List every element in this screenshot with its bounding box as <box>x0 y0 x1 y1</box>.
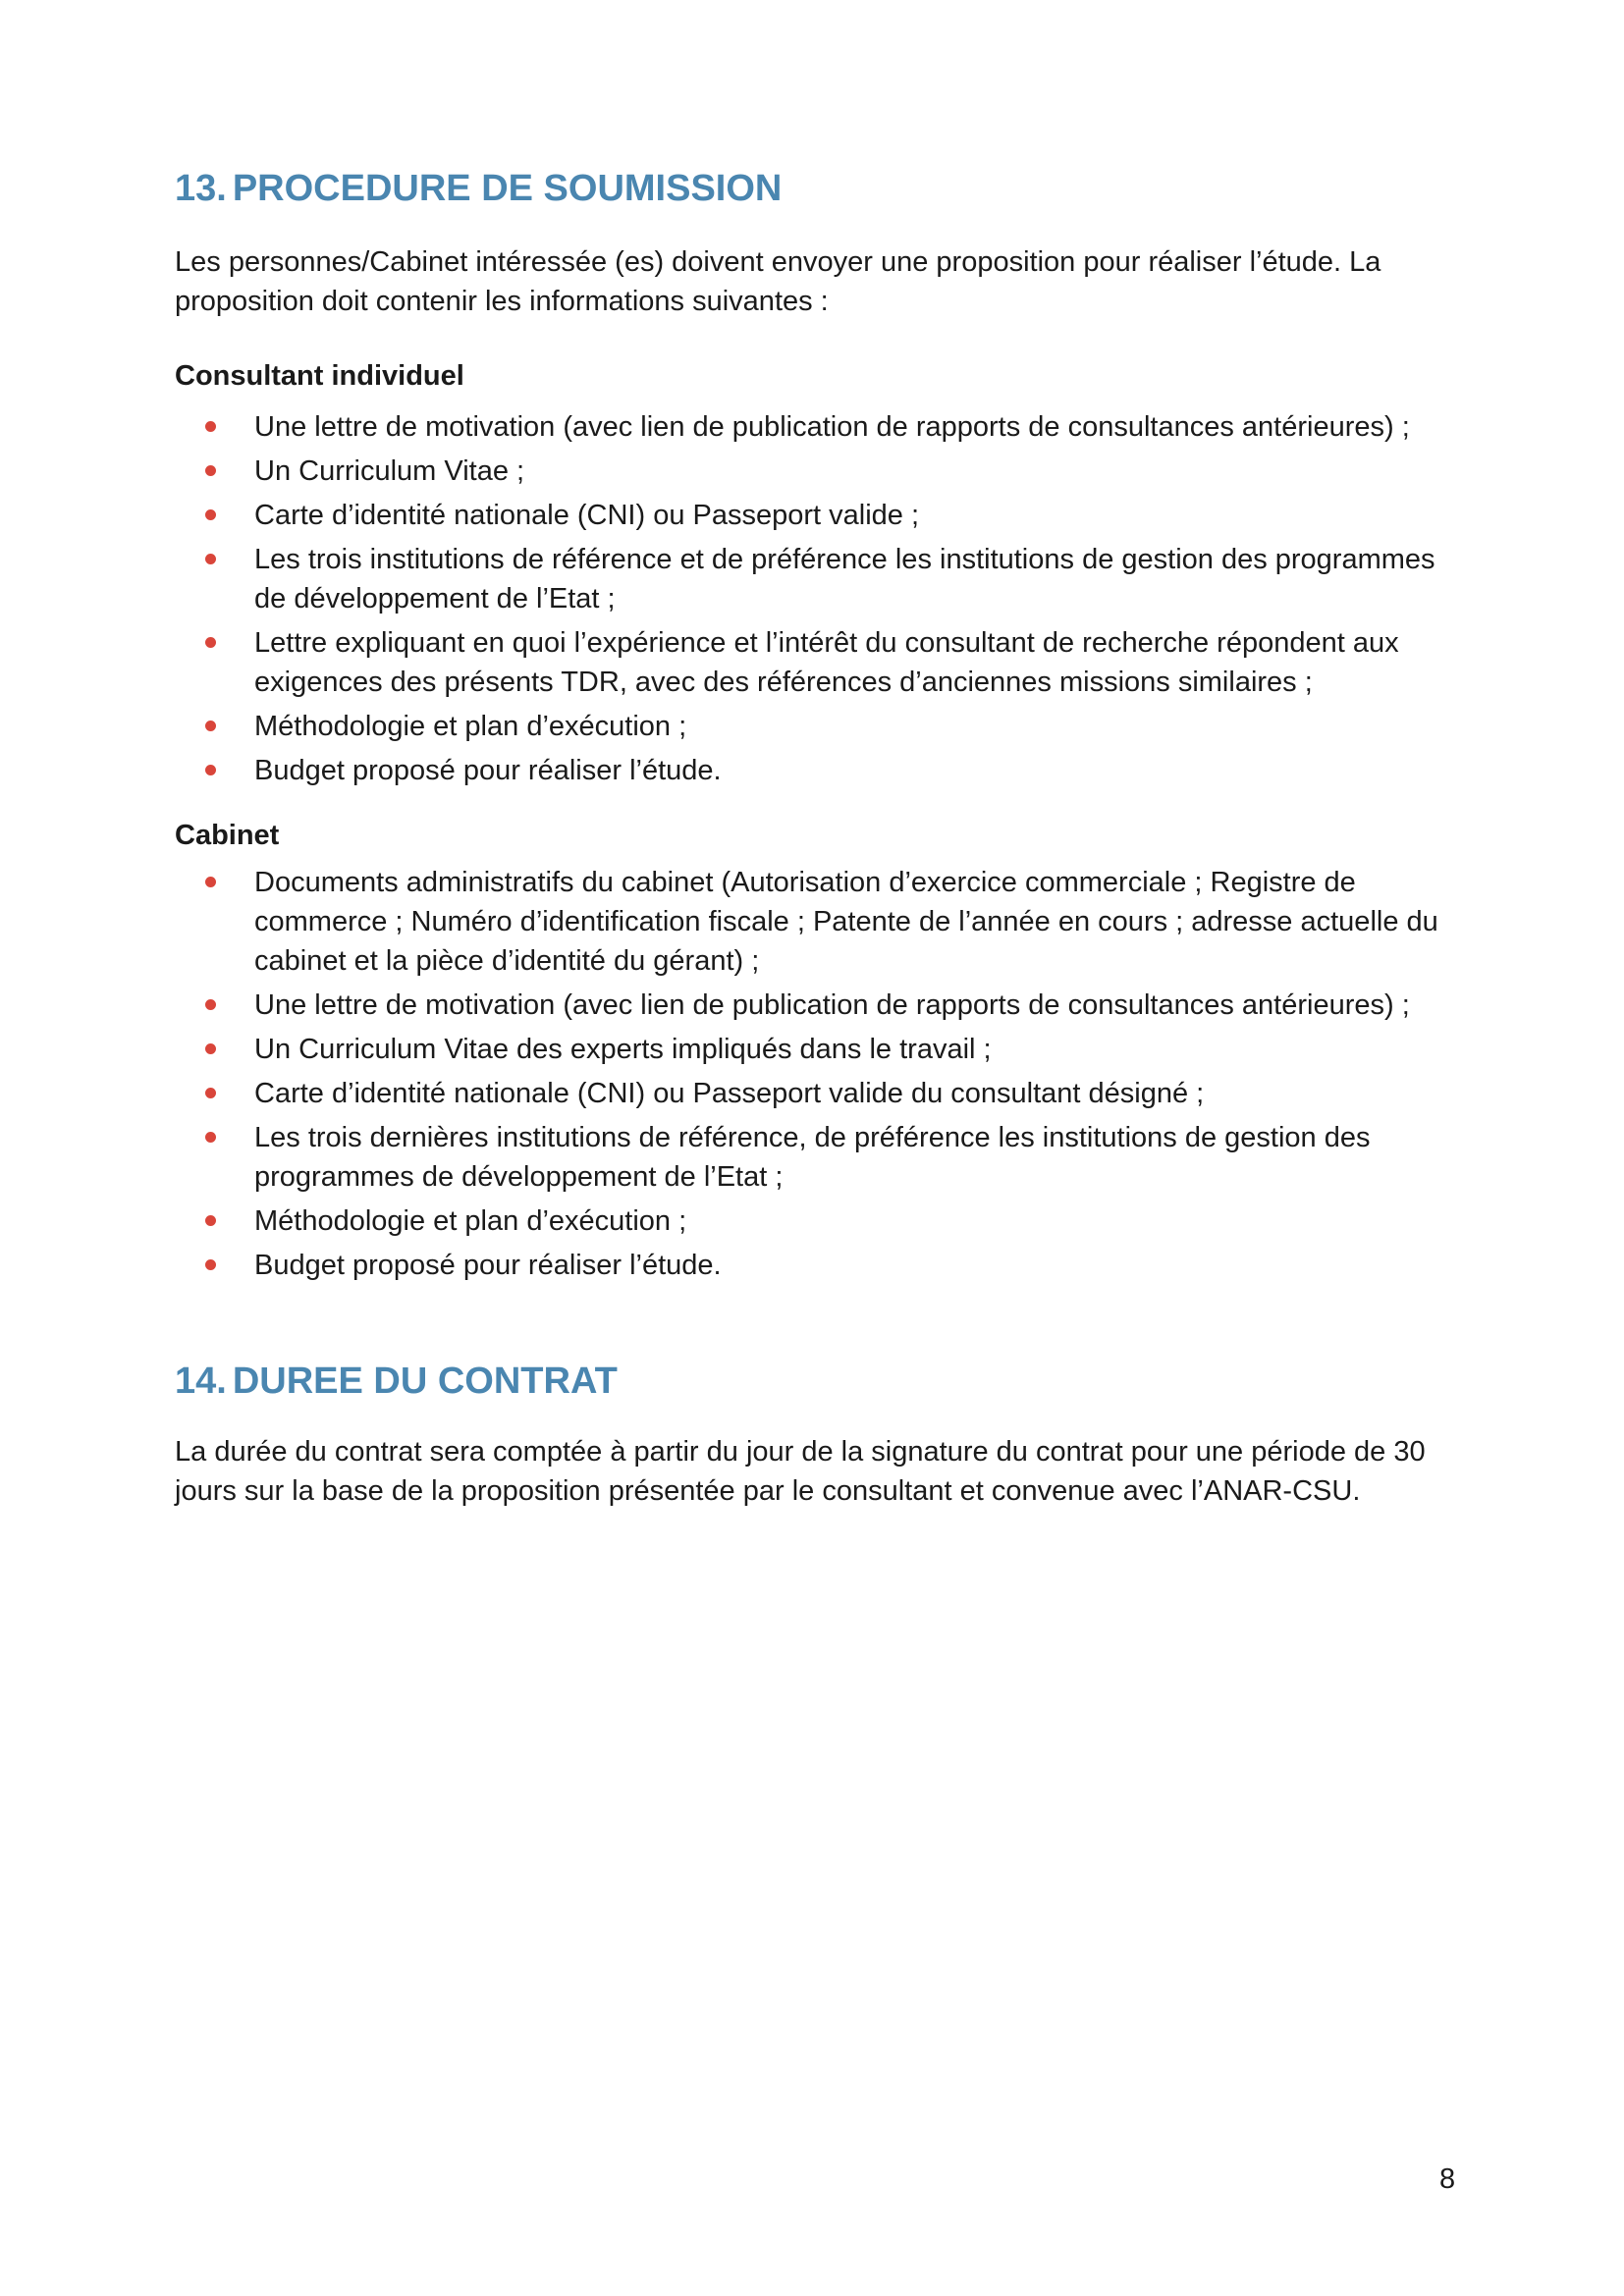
consultant-individuel-heading: Consultant individuel <box>175 360 464 392</box>
section-13-title: PROCEDURE DE SOUMISSION <box>232 168 783 209</box>
list-item: Un Curriculum Vitae des experts impliqués dans le travail ; <box>175 1030 1461 1069</box>
page-content <box>175 167 1461 1511</box>
bullet-icon <box>205 509 216 520</box>
bullet-icon <box>205 637 216 648</box>
bullet-icon <box>205 1215 216 1226</box>
list-item: Une lettre de motivation (avec lien de publication de rapports de consultances antérieures) ; <box>175 986 1461 1025</box>
section-13-number: 13. <box>175 168 227 209</box>
bullet-icon <box>205 765 216 775</box>
bullet-icon <box>205 465 216 476</box>
page-number: 8 <box>1439 2163 1456 2195</box>
bullet-icon <box>205 554 216 564</box>
bullet-icon <box>205 877 216 887</box>
list-item: Carte d’identité nationale (CNI) ou Passeport valide ; <box>175 496 1461 535</box>
list-item: Les trois dernières institutions de référence, de préférence les institutions de gestion des programmes de développement de l’Etat ; <box>175 1118 1461 1197</box>
list-item: Méthodologie et plan d’exécution ; <box>175 707 1461 746</box>
bullet-icon <box>205 999 216 1010</box>
section-14-heading <box>175 1360 1461 1403</box>
list-item: Lettre expliquant en quoi l’expérience et l’intérêt du consultant de recherche répondent aux exigences des présents TDR, avec des références d’anciennes missions similaires ; <box>175 623 1461 702</box>
section-13-intro: Les personnes/Cabinet intéressée (es) doivent envoyer une proposition pour réaliser l’étude. La proposition doit contenir les informations suivantes : <box>175 246 1381 317</box>
list-item: Une lettre de motivation (avec lien de publication de rapports de consultances antérieures) ; <box>175 407 1461 447</box>
bullet-icon <box>205 1088 216 1098</box>
bullet-icon <box>205 721 216 731</box>
list-item: Les trois institutions de référence et de préférence les institutions de gestion des programmes de développement de l’Etat ; <box>175 540 1461 618</box>
section-14-number: 14. <box>175 1361 227 1402</box>
list-item: Carte d’identité nationale (CNI) ou Passeport valide du consultant désigné ; <box>175 1074 1461 1113</box>
bullet-icon <box>205 421 216 432</box>
bullet-icon <box>205 1259 216 1270</box>
list-item: Documents administratifs du cabinet (Autorisation d’exercice commerciale ; Registre de commerce ; Numéro d’identification fiscale ; Patente de l’année en cours ; adresse actuelle du cabinet et la pièce d’identité du gérant) ; <box>175 863 1461 981</box>
consultant-individuel-list <box>175 407 1461 790</box>
list-item: Méthodologie et plan d’exécution ; <box>175 1201 1461 1241</box>
section-13-heading <box>175 167 1461 210</box>
bullet-icon <box>205 1132 216 1143</box>
cabinet-heading: Cabinet <box>175 820 280 851</box>
section-14-title: DUREE DU CONTRAT <box>232 1361 618 1402</box>
section-14-body: La durée du contrat sera comptée à partir du jour de la signature du contrat pour une période de 30 jours sur la base de la proposition présentée par le consultant et convenue avec l’ANAR-CSU. <box>175 1436 1426 1507</box>
bullet-icon <box>205 1043 216 1054</box>
list-item: Budget proposé pour réaliser l’étude. <box>175 1246 1461 1285</box>
cabinet-list <box>175 863 1461 1285</box>
list-item: Budget proposé pour réaliser l’étude. <box>175 751 1461 790</box>
list-item: Un Curriculum Vitae ; <box>175 452 1461 491</box>
